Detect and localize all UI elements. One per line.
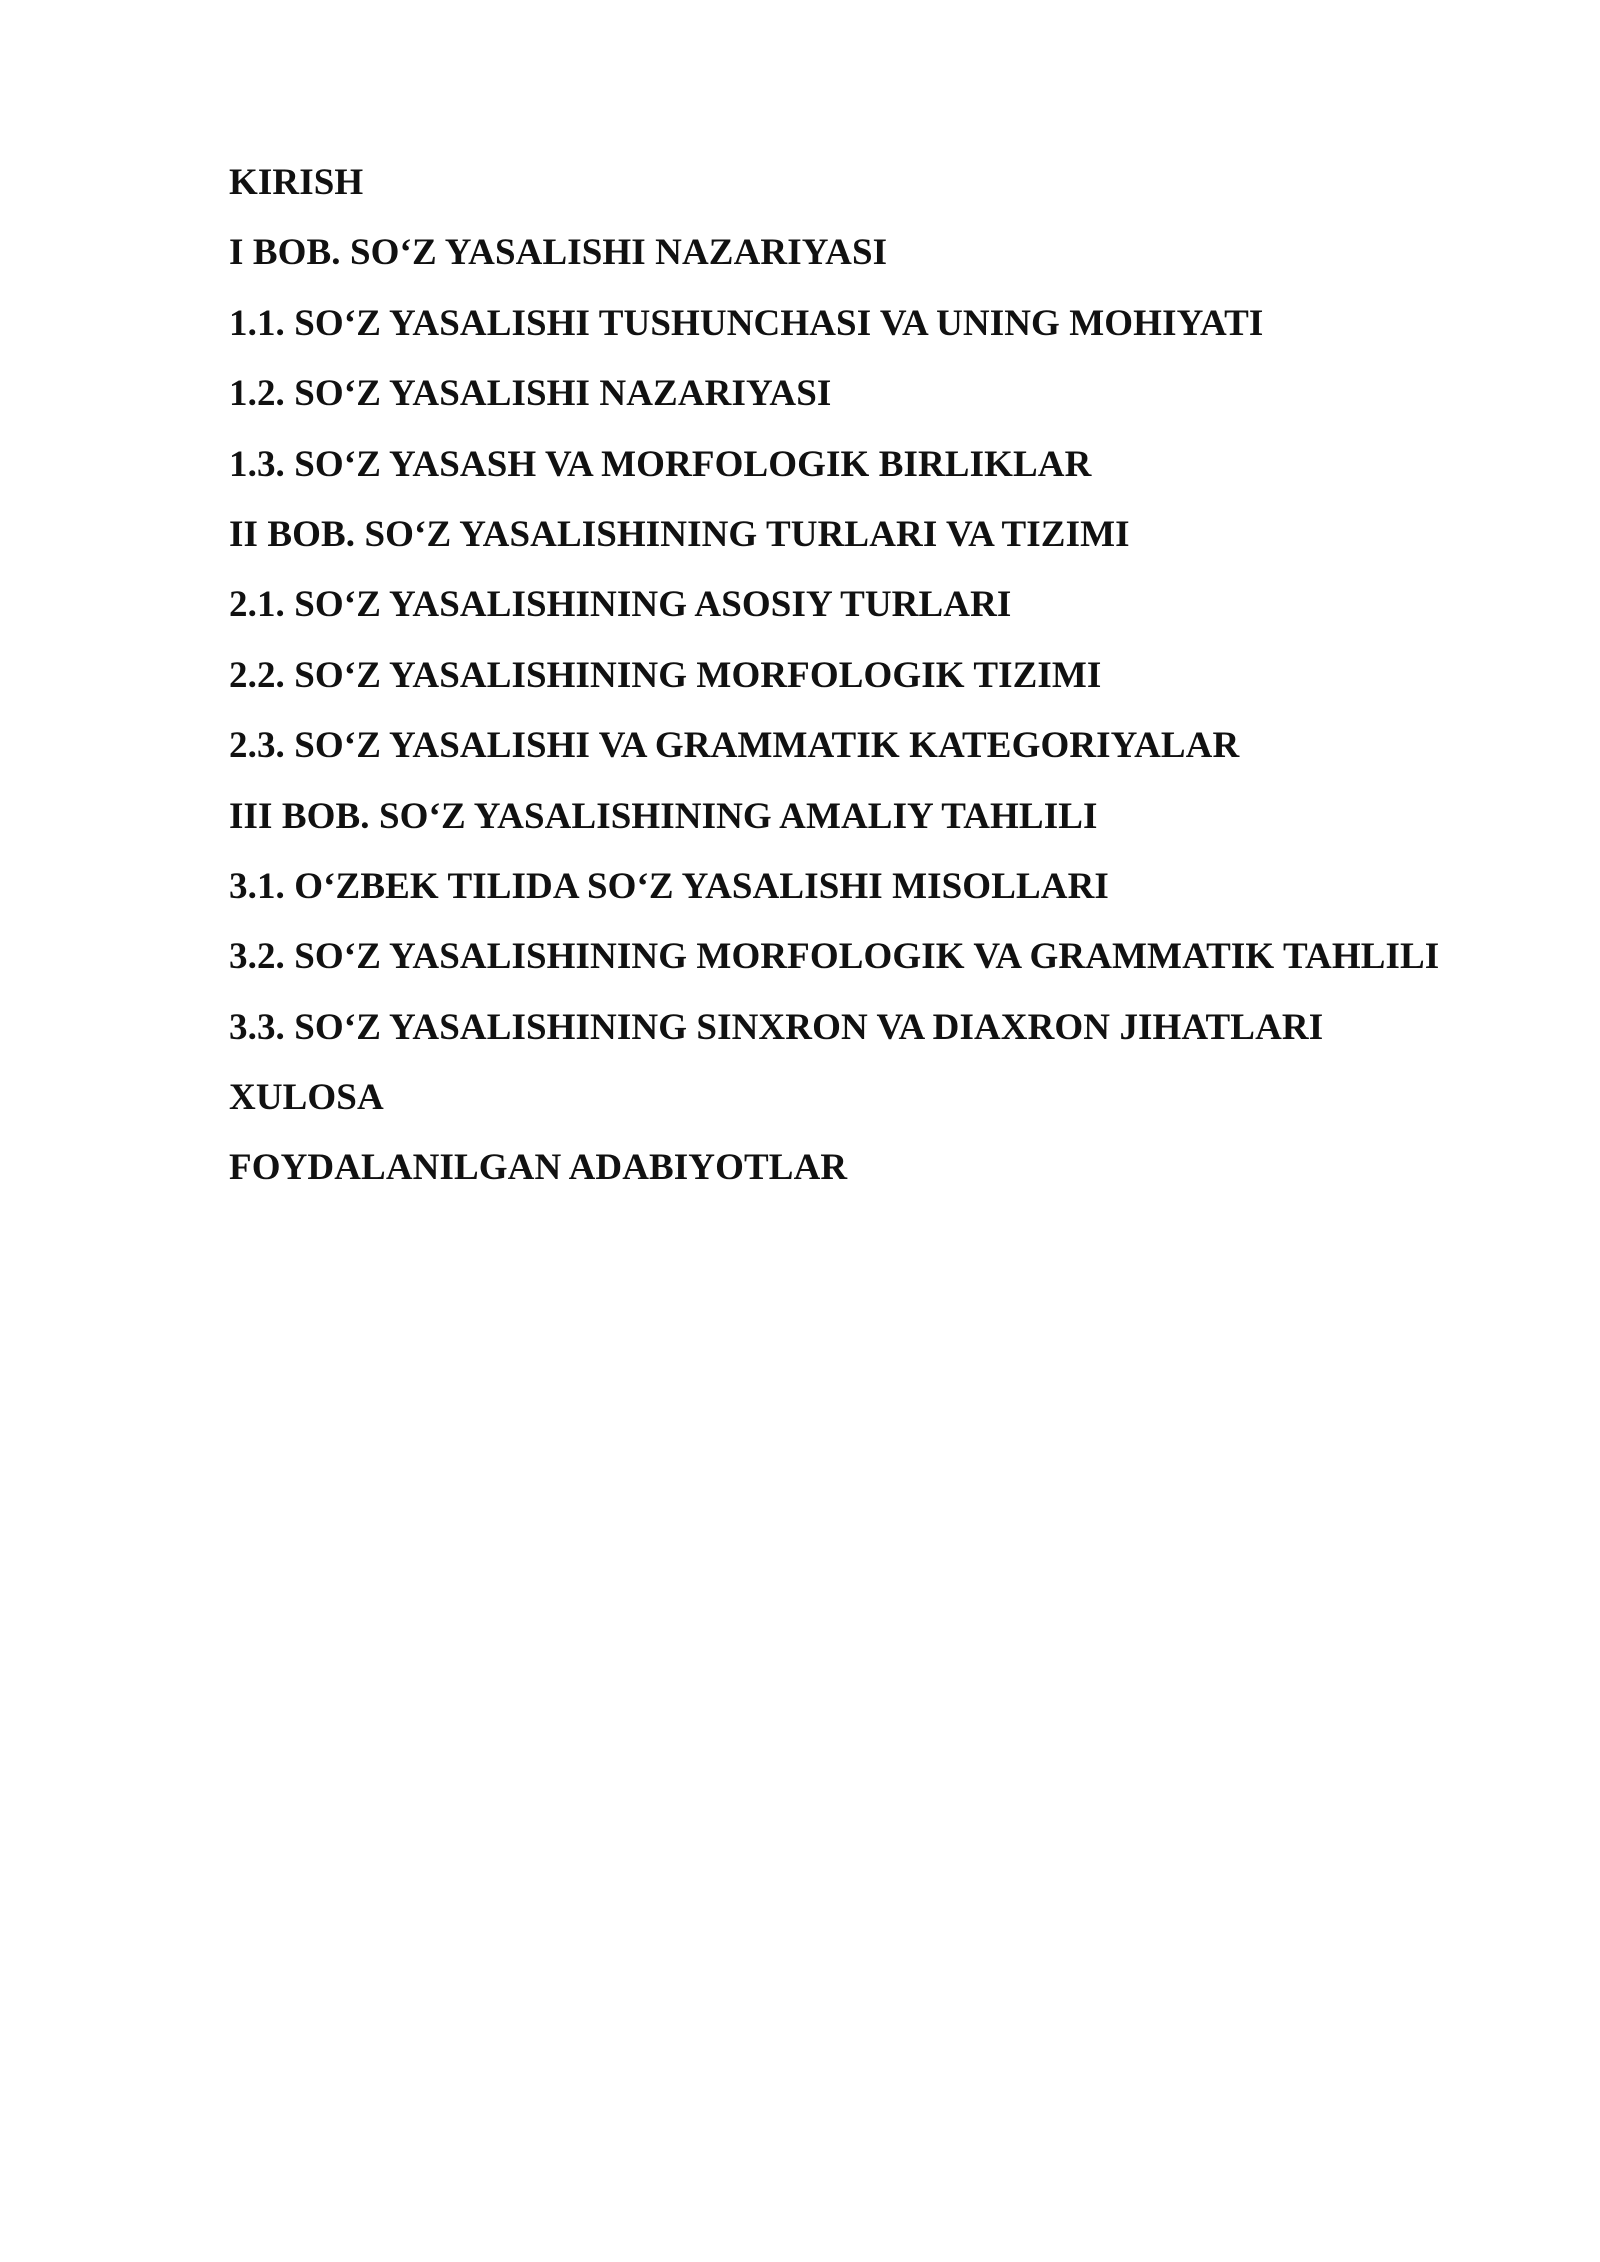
toc-item-introduction: KIRISH	[229, 162, 364, 203]
toc-item-chapter-2: II BOB. SO‘Z YASALISHINING TURLARI VA TIZIMI	[229, 513, 1130, 555]
toc-item-conclusion: XULOSA	[229, 1077, 384, 1119]
toc-item-section-2-3: 2.3. SO‘Z YASALISHI VA GRAMMATIK KATEGORIYALAR	[229, 725, 1240, 767]
toc-item-section-3-3: 3.3. SO‘Z YASALISHINING SINXRON VA DIAXRON JIHATLARI	[229, 1006, 1324, 1048]
toc-item-section-1-3: 1.3. SO‘Z YASASH VA MORFOLOGIK BIRLIKLAR	[229, 443, 1092, 485]
toc-item-references: FOYDALANILGAN ADABIYOTLAR	[229, 1147, 848, 1189]
toc-item-section-2-1: 2.1. SO‘Z YASALISHINING ASOSIY TURLARI	[229, 584, 1012, 626]
toc-item-section-3-2: 3.2. SO‘Z YASALISHINING MORFOLOGIK VA GRAMMATIK TAHLILI	[229, 936, 1440, 978]
toc-item-section-1-1: 1.1. SO‘Z YASALISHI TUSHUNCHASI VA UNING MOHIYATI	[229, 302, 1264, 344]
toc-item-section-3-1: 3.1. O‘ZBEK TILIDA SO‘Z YASALISHI MISOLLARI	[229, 865, 1109, 907]
toc-item-section-1-2: 1.2. SO‘Z YASALISHI NAZARIYASI	[229, 373, 832, 415]
toc-item-chapter-1: I BOB. SO‘Z YASALISHI NAZARIYASI	[229, 232, 888, 274]
toc-item-section-2-2: 2.2. SO‘Z YASALISHINING MORFOLOGIK TIZIMI	[229, 654, 1102, 696]
toc-item-chapter-3: III BOB. SO‘Z YASALISHINING AMALIY TAHLILI	[229, 795, 1098, 837]
table-of-contents	[229, 148, 1439, 1204]
